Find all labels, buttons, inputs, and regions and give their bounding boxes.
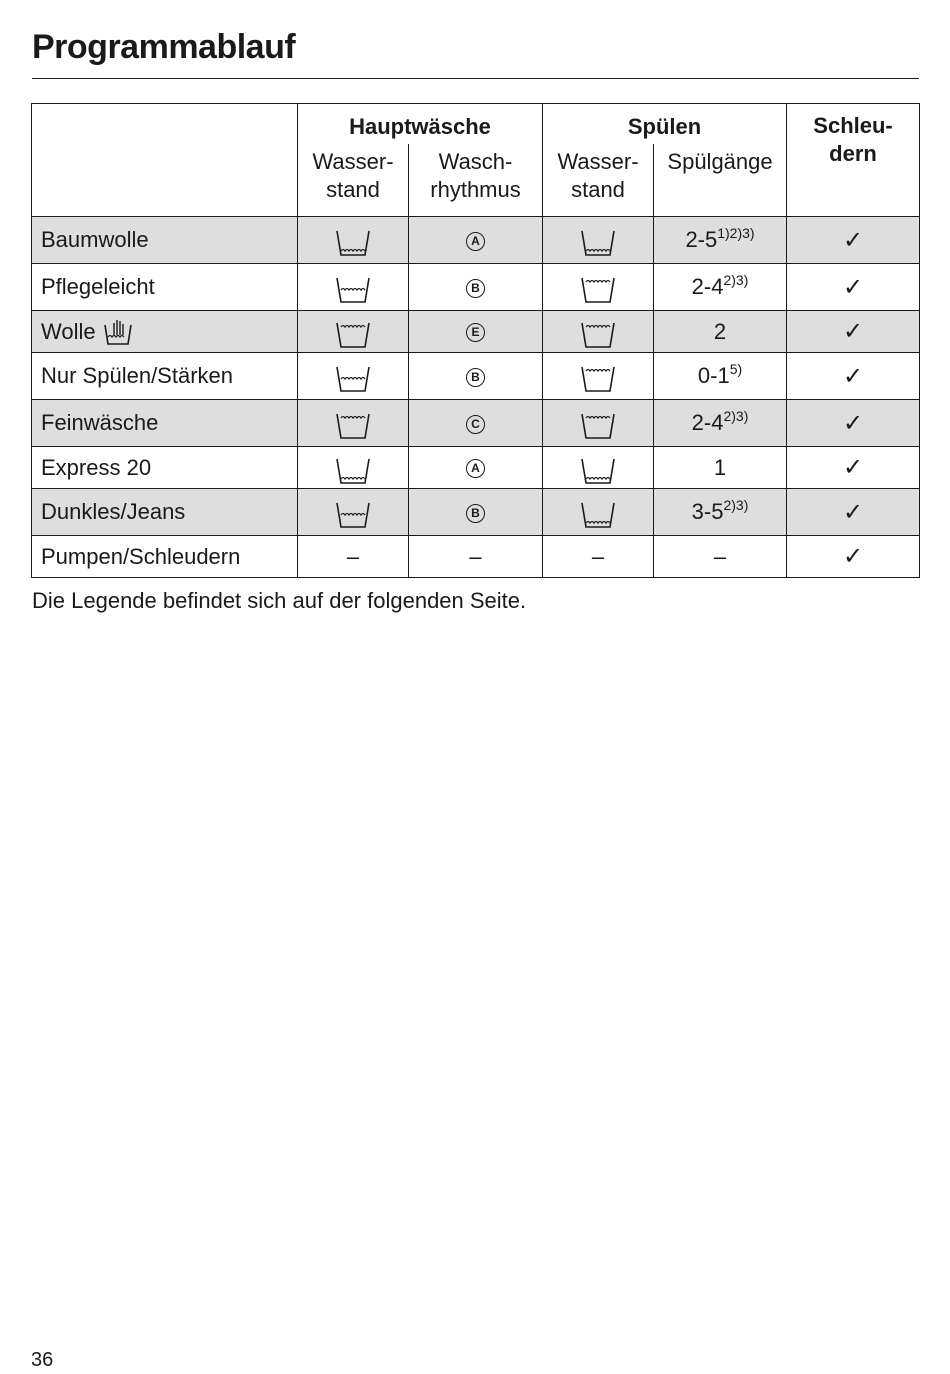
program-name-cell: [32, 264, 298, 311]
bottom-tub-icon: [333, 453, 373, 478]
rinse-cycles-value: –: [713, 543, 727, 569]
spin-cell: [787, 536, 920, 578]
program-name: Pumpen/Schleudern: [41, 544, 241, 570]
header-corner: [32, 104, 298, 217]
bottom-tub-icon: [578, 453, 618, 478]
footnote-ref: 1)2)3): [717, 225, 755, 241]
checkmark-icon: ✓: [842, 498, 864, 526]
program-name-cell: [32, 447, 298, 489]
rinse-cycles-cell: [654, 536, 787, 578]
wash-rhythm-cell: [409, 447, 543, 489]
wash-rhythm-cell: [409, 217, 543, 264]
footnote-ref: 2)3): [723, 497, 749, 513]
rinse-cycles-cell: [654, 217, 787, 264]
program-name-cell: [32, 489, 298, 536]
program-name: Pflegeleicht: [41, 274, 155, 300]
rhythm-badge: A: [466, 232, 485, 251]
checkmark-icon: ✓: [842, 226, 864, 254]
rinse-cycles-value: 2: [713, 318, 727, 344]
checkmark-icon: ✓: [842, 409, 864, 437]
header-rinse: Spülen: [543, 104, 787, 145]
table-row: [32, 489, 920, 536]
dash: –: [591, 543, 605, 569]
rinse-water-level-cell: [543, 447, 654, 489]
header-spin: Schleu- dern: [787, 104, 920, 217]
rinse-water-level-cell: [543, 536, 654, 578]
spin-cell: [787, 400, 920, 447]
table-row: [32, 217, 920, 264]
footnote-ref: 5): [729, 361, 743, 377]
wash-water-level-cell: [298, 311, 409, 353]
checkmark-icon: ✓: [842, 362, 864, 390]
program-name-cell: [32, 400, 298, 447]
table-row: [32, 353, 920, 400]
rinse-cycles-value: 1: [713, 454, 727, 480]
header-main-wash: Hauptwäsche: [298, 104, 543, 145]
spin-cell: [787, 489, 920, 536]
wash-water-level-cell: [298, 489, 409, 536]
title-divider: [32, 78, 919, 79]
wash-water-level-cell: [298, 264, 409, 311]
program-name-cell: [32, 217, 298, 264]
header-wash-rhythm: Wasch- rhythmus: [409, 144, 543, 217]
rinse-cycles-cell: [654, 400, 787, 447]
checkmark-icon: ✓: [842, 454, 864, 481]
program-name-cell: [32, 311, 298, 353]
wash-rhythm-cell: [409, 489, 543, 536]
footnote-ref: 2)3): [723, 272, 749, 288]
high-tub-icon: [333, 317, 373, 342]
rinse-cycles-cell: [654, 353, 787, 400]
low-tub-icon: [333, 226, 373, 251]
spin-cell: [787, 217, 920, 264]
bottom-tub-icon: [578, 498, 618, 523]
rhythm-badge: A: [466, 459, 485, 478]
rinse-cycles-value: 0-1: [697, 363, 730, 388]
high-tub-icon: [578, 317, 618, 342]
header-water-level: Wasser- stand: [298, 144, 409, 217]
rhythm-badge: B: [466, 279, 485, 298]
checkmark-icon: ✓: [842, 273, 864, 301]
wash-water-level-cell: [298, 400, 409, 447]
high-tub-icon: [333, 409, 373, 434]
dash: –: [346, 543, 360, 569]
wash-water-level-cell: [298, 447, 409, 489]
wash-water-level-cell: [298, 353, 409, 400]
header-rinse-cycles: Spülgänge: [654, 144, 787, 217]
table-row: [32, 400, 920, 447]
footnote-ref: 2)3): [723, 408, 749, 424]
wash-rhythm-cell: [409, 536, 543, 578]
high-tub-icon: [578, 409, 618, 434]
rhythm-badge: B: [466, 368, 485, 387]
program-name-cell: [32, 353, 298, 400]
wash-rhythm-cell: [409, 353, 543, 400]
medium-tub-icon: [333, 498, 373, 523]
medium-tub-icon: [333, 362, 373, 387]
program-name: Nur Spülen/Stärken: [41, 363, 233, 389]
rinse-cycles-cell: [654, 447, 787, 489]
checkmark-icon: ✓: [842, 318, 864, 345]
program-table: [31, 103, 920, 578]
rinse-water-level-cell: [543, 217, 654, 264]
rinse-cycles-value: 2-4: [691, 410, 724, 435]
wash-rhythm-cell: [409, 311, 543, 353]
header-rinse-water-level: Wasser- stand: [543, 144, 654, 217]
high-tub-icon: [578, 362, 618, 387]
wash-rhythm-cell: [409, 400, 543, 447]
program-name: Baumwolle: [41, 227, 149, 253]
program-name-cell: [32, 536, 298, 578]
rinse-cycles-cell: [654, 311, 787, 353]
wash-water-level-cell: [298, 536, 409, 578]
page-number: 36: [31, 1349, 54, 1371]
spin-cell: [787, 264, 920, 311]
page-title: Programmablauf: [32, 28, 296, 66]
table-row: [32, 311, 920, 353]
wash-water-level-cell: [298, 217, 409, 264]
program-name: Wolle: [41, 318, 96, 344]
rinse-water-level-cell: [543, 264, 654, 311]
rinse-cycles-value: 2-4: [691, 274, 724, 299]
rinse-water-level-cell: [543, 489, 654, 536]
dash: –: [469, 543, 482, 569]
rinse-cycles-value: 2-5: [685, 227, 718, 252]
rinse-water-level-cell: [543, 311, 654, 353]
low-tub-icon: [578, 226, 618, 251]
legend-note: Die Legende befindet sich auf der folgenden Seite.: [32, 588, 527, 613]
spin-cell: [787, 311, 920, 353]
rinse-cycles-cell: [654, 264, 787, 311]
rhythm-badge: E: [466, 323, 485, 342]
spin-cell: [787, 353, 920, 400]
handwash-icon: [102, 317, 134, 342]
medium-tub-icon: [333, 273, 373, 298]
rhythm-badge: B: [466, 504, 485, 523]
rhythm-badge: C: [466, 415, 485, 434]
rinse-water-level-cell: [543, 353, 654, 400]
wash-rhythm-cell: [409, 264, 543, 311]
spin-cell: [787, 447, 920, 489]
high-tub-icon: [578, 273, 618, 298]
rinse-water-level-cell: [543, 400, 654, 447]
program-name: Express 20: [41, 455, 152, 481]
program-name: Feinwäsche: [41, 410, 159, 436]
program-name: Dunkles/Jeans: [41, 499, 186, 525]
rinse-cycles-value: 3-5: [691, 499, 724, 524]
table-row: [32, 447, 920, 489]
checkmark-icon: ✓: [842, 543, 864, 570]
rinse-cycles-cell: [654, 489, 787, 536]
table-row: [32, 264, 920, 311]
table-row: [32, 536, 920, 578]
